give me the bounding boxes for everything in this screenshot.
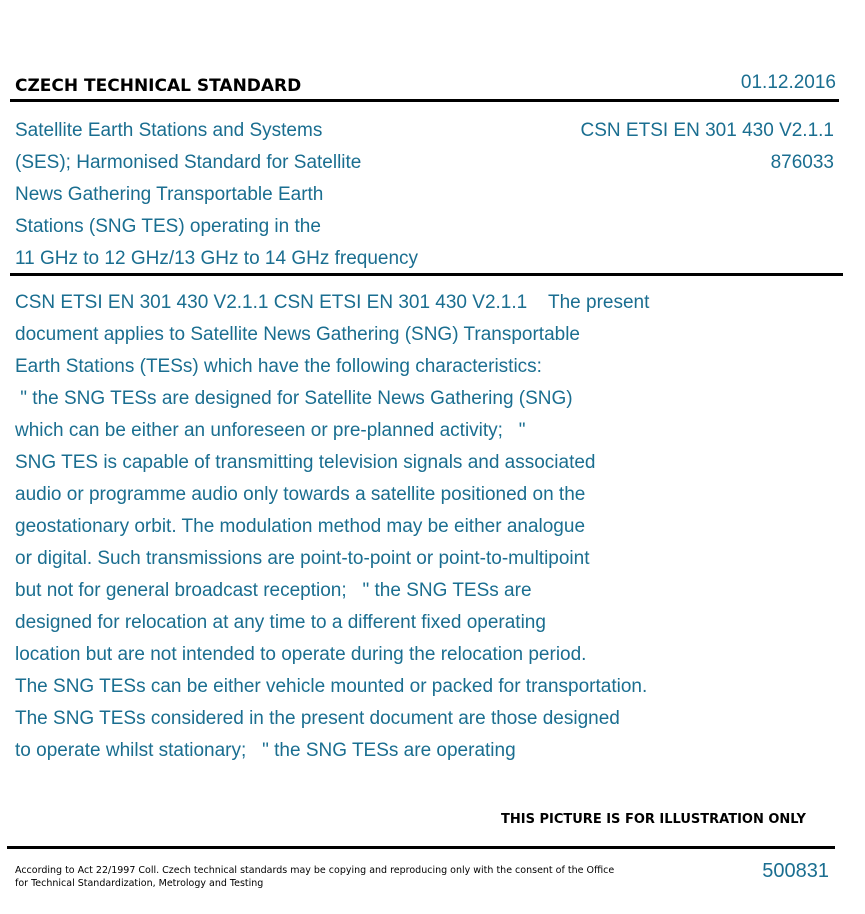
abstract-line: The SNG TESs considered in the present document are those designed — [15, 708, 620, 729]
abstract-line: which can be either an unforeseen or pre-planned activity; " — [15, 420, 526, 441]
catalog-number: 876033 — [770, 152, 834, 173]
abstract-line: Earth Stations (TESs) which have the following characteristics: — [15, 356, 542, 377]
abstract-line: location but are not intended to operate during the relocation period. — [15, 644, 587, 665]
document-type-label: CZECH TECHNICAL STANDARD — [15, 76, 302, 96]
abstract-line: audio or programme audio only towards a satellite positioned on the — [15, 484, 586, 505]
title-line: 11 GHz to 12 GHz/13 GHz to 14 GHz frequency — [15, 248, 419, 269]
abstract-line: but not for general broadcast reception; " the SNG TESs are — [15, 580, 532, 601]
title-line: Satellite Earth Stations and Systems — [15, 120, 323, 141]
abstract-line: geostationary orbit. The modulation method may be either analogue — [15, 516, 586, 537]
title-line: Stations (SNG TES) operating in the — [15, 216, 321, 237]
abstract-line: designed for relocation at any time to a different fixed operating — [15, 612, 546, 633]
standard-code: CSN ETSI EN 301 430 V2.1.1 — [580, 120, 834, 141]
abstract-line: The SNG TESs can be either vehicle mounted or packed for transportation. — [15, 676, 648, 697]
copyright-note — [15, 864, 615, 890]
abstract-line: CSN ETSI EN 301 430 V2.1.1 CSN ETSI EN 301 430 V2.1.1 The present — [15, 292, 650, 313]
copyright-line: According to Act 22/1997 Coll. Czech technical standards may be copying and reproducing only with the consent of the Office — [15, 865, 615, 876]
abstract-line: " the SNG TESs are designed for Satellite News Gathering (SNG) — [15, 388, 573, 409]
illustration-disclaimer: THIS PICTURE IS FOR ILLUSTRATION ONLY — [501, 812, 806, 827]
publication-date: 01.12.2016 — [740, 72, 836, 93]
document-code: 500831 — [762, 860, 829, 882]
title-divider — [10, 273, 843, 276]
title-line: (SES); Harmonised Standard for Satellite — [15, 152, 362, 173]
abstract-line: document applies to Satellite News Gathering (SNG) Transportable — [15, 324, 580, 345]
abstract-text — [15, 287, 835, 767]
abstract-line: SNG TES is capable of transmitting television signals and associated — [15, 452, 596, 473]
footer-divider — [7, 846, 835, 849]
standard-title — [15, 115, 495, 275]
header-divider — [10, 99, 839, 102]
copyright-line: for Technical Standardization, Metrology and Testing — [15, 878, 264, 889]
title-line: News Gathering Transportable Earth — [15, 184, 324, 205]
standard-identifier — [581, 115, 834, 179]
abstract-line: to operate whilst stationary; " the SNG TESs are operating — [15, 740, 516, 761]
abstract-line: or digital. Such transmissions are point-to-point or point-to-multipoint — [15, 548, 590, 569]
